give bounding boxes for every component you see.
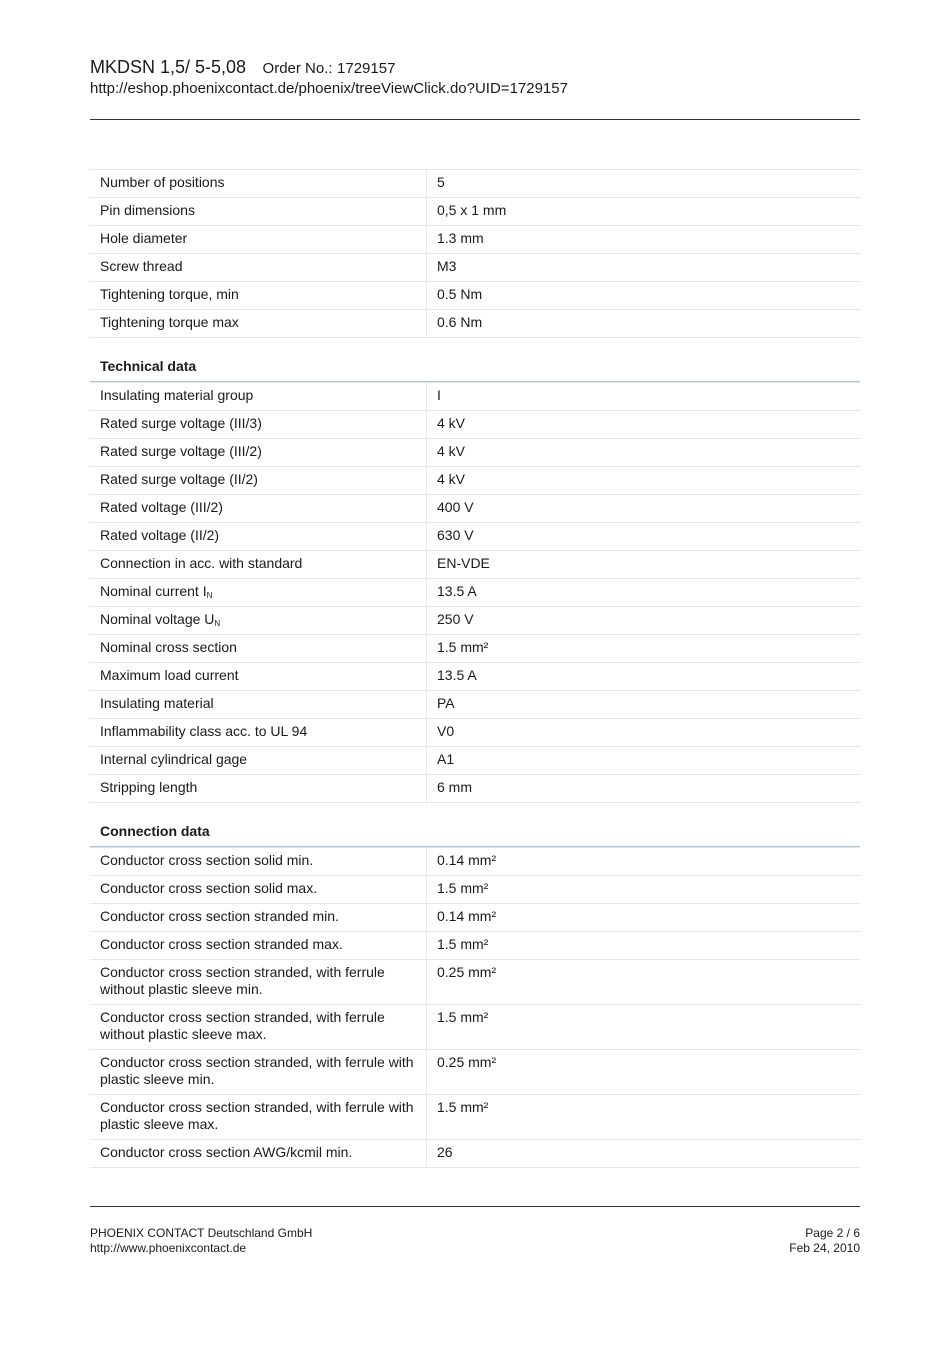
spec-value: 0.14 mm² — [427, 848, 861, 876]
spec-value: 4 kV — [427, 467, 861, 495]
spec-value: 250 V — [427, 607, 861, 635]
spec-label: Rated voltage (III/2) — [100, 499, 223, 515]
spec-label-cell — [90, 383, 427, 411]
header-divider — [90, 119, 860, 120]
spec-label: Nominal voltage U — [100, 611, 215, 627]
spec-label-cell — [90, 904, 427, 932]
spec-value: 4 kV — [427, 411, 861, 439]
spec-value: 1.5 mm² — [427, 932, 861, 960]
table-row — [90, 254, 860, 282]
spec-label: Rated surge voltage (III/2) — [100, 443, 262, 459]
spec-value: 0.5 Nm — [427, 282, 861, 310]
table-row — [90, 551, 860, 579]
spec-label-cell — [90, 439, 427, 467]
section-title-connection-data: Connection data — [90, 803, 860, 847]
table-row — [90, 691, 860, 719]
spec-label: Tightening torque, min — [100, 286, 239, 302]
table-row — [90, 439, 860, 467]
table-row — [90, 876, 860, 904]
table-row — [90, 495, 860, 523]
spec-label-cell — [90, 254, 427, 282]
table-row — [90, 775, 860, 803]
spec-value: 0.25 mm² — [427, 960, 861, 1005]
table-row — [90, 310, 860, 338]
spec-value: EN-VDE — [427, 551, 861, 579]
document-header — [90, 57, 860, 97]
spec-label: Insulating material group — [100, 387, 254, 403]
product-url[interactable]: http://eshop.phoenixcontact.de/phoenix/treeViewClick.do?UID=1729157 — [90, 80, 568, 97]
spec-value: 1.5 mm² — [427, 1095, 861, 1140]
spec-label-cell — [90, 198, 427, 226]
table-row — [90, 198, 860, 226]
table-row — [90, 467, 860, 495]
spec-label: Conductor cross section stranded max. — [100, 936, 343, 952]
spec-label: Maximum load current — [100, 667, 239, 683]
spec-label: Tightening torque max — [100, 314, 239, 330]
table-row — [90, 383, 860, 411]
spec-label: Conductor cross section stranded, with ferrule without plastic sleeve max. — [100, 1009, 385, 1042]
table-row — [90, 1095, 860, 1140]
spec-label-cell — [90, 170, 427, 198]
spec-label-cell — [90, 523, 427, 551]
spec-label: Internal cylindrical gage — [100, 751, 248, 767]
spec-label: Conductor cross section AWG/kcmil min. — [100, 1144, 353, 1160]
spec-label: Connection in acc. with standard — [100, 555, 303, 571]
spec-value: A1 — [427, 747, 861, 775]
spec-label-cell — [90, 876, 427, 904]
spec-label-cell — [90, 775, 427, 803]
spec-label-cell — [90, 932, 427, 960]
table-row — [90, 932, 860, 960]
spec-label: Rated surge voltage (III/3) — [100, 415, 262, 431]
table-row — [90, 904, 860, 932]
spec-label-cell — [90, 1140, 427, 1168]
spec-value: 630 V — [427, 523, 861, 551]
table-row — [90, 523, 860, 551]
spec-label-cell — [90, 411, 427, 439]
spec-value: 1.5 mm² — [427, 1005, 861, 1050]
spec-value: 0.6 Nm — [427, 310, 861, 338]
spec-label: Nominal cross section — [100, 639, 237, 655]
spec-label: Conductor cross section stranded, with ferrule with plastic sleeve min. — [100, 1054, 414, 1087]
table-row — [90, 579, 860, 607]
spec-value: PA — [427, 691, 861, 719]
spec-value: 6 mm — [427, 775, 861, 803]
spec-label-subscript: N — [214, 619, 221, 628]
table-row — [90, 1005, 860, 1050]
spec-label: Conductor cross section stranded, with ferrule without plastic sleeve min. — [100, 964, 385, 997]
table-row — [90, 282, 860, 310]
spec-label: Rated voltage (II/2) — [100, 527, 220, 543]
table-row — [90, 960, 860, 1005]
table-row — [90, 170, 860, 198]
spec-value: I — [427, 383, 861, 411]
spec-label: Hole diameter — [100, 230, 188, 246]
spec-label-subscript: N — [206, 591, 213, 600]
table-row — [90, 635, 860, 663]
spec-value: 26 — [427, 1140, 861, 1168]
spec-label-cell — [90, 495, 427, 523]
spec-value: 1.5 mm² — [427, 635, 861, 663]
spec-value: 0.25 mm² — [427, 1050, 861, 1095]
spec-content — [90, 169, 860, 1168]
spec-label-cell — [90, 747, 427, 775]
table-row — [90, 1140, 860, 1168]
spec-label-cell — [90, 960, 427, 1005]
footer-divider — [90, 1206, 860, 1207]
spec-value: 400 V — [427, 495, 861, 523]
company-name: PHOENIX CONTACT Deutschland GmbH — [90, 1226, 313, 1240]
spec-label: Conductor cross section stranded, with ferrule with plastic sleeve max. — [100, 1099, 414, 1132]
spec-label: Stripping length — [100, 779, 198, 795]
table-row — [90, 848, 860, 876]
section-title-technical-data: Technical data — [90, 338, 860, 382]
spec-label-cell — [90, 635, 427, 663]
footer-left — [90, 1226, 312, 1256]
spec-value: 5 — [427, 170, 861, 198]
spec-value: 13.5 A — [427, 579, 861, 607]
table-row — [90, 411, 860, 439]
spec-label-cell — [90, 226, 427, 254]
order-number-label: Order No.: — [262, 60, 333, 77]
product-name: MKDSN 1,5/ 5-5,08 — [90, 57, 247, 77]
spec-label-cell — [90, 282, 427, 310]
spec-label-cell — [90, 848, 427, 876]
spec-label: Screw thread — [100, 258, 183, 274]
table-row — [90, 747, 860, 775]
spec-label-cell — [90, 607, 427, 635]
spec-label-cell — [90, 663, 427, 691]
technical-spec-table — [90, 382, 860, 803]
order-number: 1729157 — [337, 60, 396, 77]
table-row — [90, 719, 860, 747]
spec-label-cell — [90, 719, 427, 747]
spec-label-cell — [90, 1095, 427, 1140]
table-row — [90, 663, 860, 691]
spec-label: Number of positions — [100, 174, 225, 190]
spec-value: M3 — [427, 254, 861, 282]
spec-value: V0 — [427, 719, 861, 747]
general-spec-table — [90, 169, 860, 338]
company-website[interactable]: http://www.phoenixcontact.de — [90, 1241, 247, 1255]
spec-label: Conductor cross section solid min. — [100, 852, 314, 868]
spec-label: Conductor cross section solid max. — [100, 880, 318, 896]
spec-value: 1.3 mm — [427, 226, 861, 254]
spec-value: 1.5 mm² — [427, 876, 861, 904]
spec-value: 4 kV — [427, 439, 861, 467]
page-number: Page 2 / 6 — [805, 1226, 860, 1240]
footer-right — [789, 1226, 860, 1256]
spec-value: 0,5 x 1 mm — [427, 198, 861, 226]
spec-label-cell — [90, 1005, 427, 1050]
spec-label: Pin dimensions — [100, 202, 195, 218]
spec-label-cell — [90, 691, 427, 719]
spec-label-cell — [90, 551, 427, 579]
spec-label: Nominal current I — [100, 583, 207, 599]
spec-label: Insulating material — [100, 695, 214, 711]
spec-label: Rated surge voltage (II/2) — [100, 471, 258, 487]
spec-label: Conductor cross section stranded min. — [100, 908, 339, 924]
table-row — [90, 1050, 860, 1095]
spec-label-cell — [90, 579, 427, 607]
connection-spec-table — [90, 847, 860, 1168]
spec-value: 0.14 mm² — [427, 904, 861, 932]
spec-label-cell — [90, 310, 427, 338]
spec-label-cell — [90, 1050, 427, 1095]
table-row — [90, 607, 860, 635]
header-title-line — [90, 57, 860, 79]
document-date: Feb 24, 2010 — [789, 1241, 860, 1255]
spec-value: 13.5 A — [427, 663, 861, 691]
spec-label-cell — [90, 467, 427, 495]
spec-label: Inflammability class acc. to UL 94 — [100, 723, 308, 739]
table-row — [90, 226, 860, 254]
